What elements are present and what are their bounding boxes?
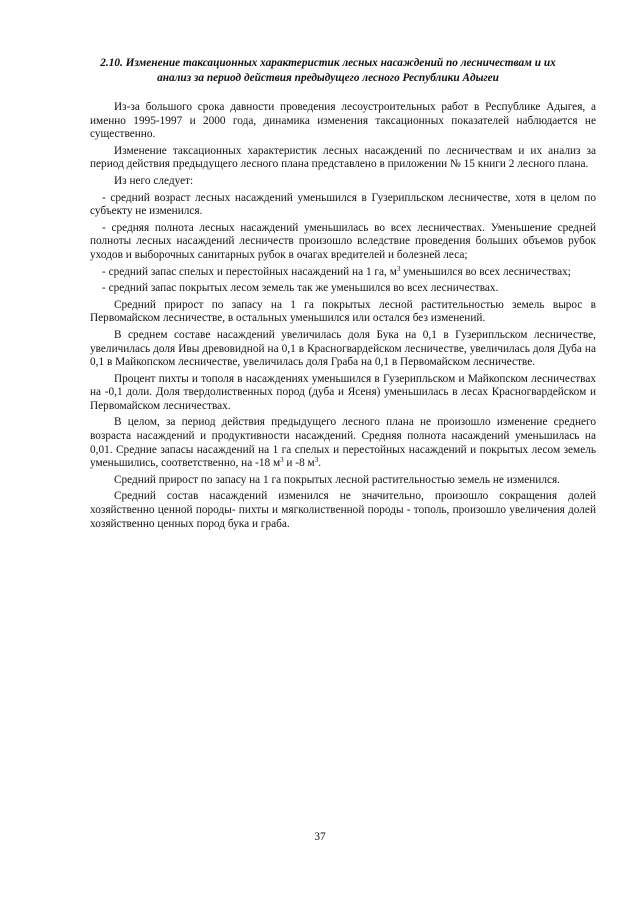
section-heading-line-1: 2.10. Изменение таксационных характеристик лесных насаждений по лесничествам и их	[100, 57, 556, 69]
section-heading	[60, 56, 596, 86]
superscript: 3	[280, 456, 284, 465]
paragraph-it-follows: Из него следует:	[114, 174, 194, 187]
list-item-mature-stock-text: - средний запас спелых и перестойных насаждений на 1 га, м	[102, 265, 397, 278]
page-number: 37	[314, 831, 326, 843]
paragraph-fir-poplar: Процент пихты и тополя в насаждениях уменьшился в Гузерипльском и Майкопском лесничествах на -0,1 доли. Доля твердолиственных пород (дуба и Ясеня) уменьшилась в лесах Красногвардейском и Первомайском лесничествах.	[90, 372, 596, 412]
section-heading-line-2: анализ за период действия предыдущего лесного Республики Адыгеи	[157, 72, 499, 84]
list-item-density: - средняя полнота лесных насаждений уменьшилась во всех лесничествах. Уменьшение средней полноты лесных насаждений лесничеств произошло вследствие проведения больших объемов рубок уходов и выборочных санитарных рубок в очагах вредителей и болезней леса;	[90, 221, 596, 261]
list-item-mature-stock	[90, 266, 596, 280]
paragraph-growth: Средний прирост по запасу на 1 га покрытых лесной растительностью земель вырос в Первомайском лесничестве, в остальных уменьшился или остался без изменений.	[90, 298, 596, 325]
paragraph-composition: В среднем составе насаждений увеличилась доля Бука на 0,1 в Гузерипльском лесничестве, увеличилась доля Ивы древовидной на 0,1 в Красногвардейском лесничестве, увеличилась доля Дуба на 0,1 в Майкопском лесничестве, увеличилась доля Граба на 0,1 в Первомайском лесничестве.	[90, 328, 596, 369]
list-item-age: - средний возраст лесных насаждений уменьшился в Гузерипльском лесничестве, хотя в целом по субъекту не изменился.	[90, 191, 596, 218]
paragraph-summary-text: В целом, за период действия предыдущего лесного плана не произошло изменение среднего возраста насаждений и продуктивности насаждений. Средняя полнота насаждений уменьшилась на 0,01. Средние запасы насаждений на 1 га спелых и перестойных насаждений и покрытых лесом земель уменьшились, соответственно, на -18 м	[90, 416, 596, 470]
paragraph-summary-mid: и -8 м	[283, 457, 315, 470]
paragraph-summary-end: .	[318, 457, 322, 470]
paragraph-summary	[90, 416, 596, 470]
superscript: 3	[314, 456, 319, 465]
list-item-mature-stock-tail: уменьшился во всех лесничествах;	[400, 265, 571, 278]
list-item-covered-stock: - средний запас покрытых лесом земель так же уменьшился во всех лесничествах.	[102, 282, 499, 295]
document-body	[90, 101, 596, 534]
paragraph-composition-summary: Средний состав насаждений изменился не значительно, произошло сокращения долей хозяйственно ценной породы- пихты и мягколиственной породы - тополь, произошло увеличения долей хозяйственно ценных пород бука и граба.	[90, 490, 596, 530]
paragraph-appendix-ref: Изменение таксационных характеристик лесных насаждений по лесничествам и их анализ за период действия предыдущего лесного плана представлено в приложении № 15 книги 2 лесного плана.	[90, 144, 596, 171]
paragraph-growth-unchanged: Средний прирост по запасу на 1 га покрытых лесной растительностью земель не изменился.	[114, 473, 561, 486]
superscript: 3	[396, 264, 401, 273]
paragraph-intro: Из-за большого срока давности проведения лесоустроительных работ в Республике Адыгея, а именно 1995-1997 и 2000 года, динамика изменения таксационных показателей наблюдается не существенно.	[90, 101, 596, 141]
